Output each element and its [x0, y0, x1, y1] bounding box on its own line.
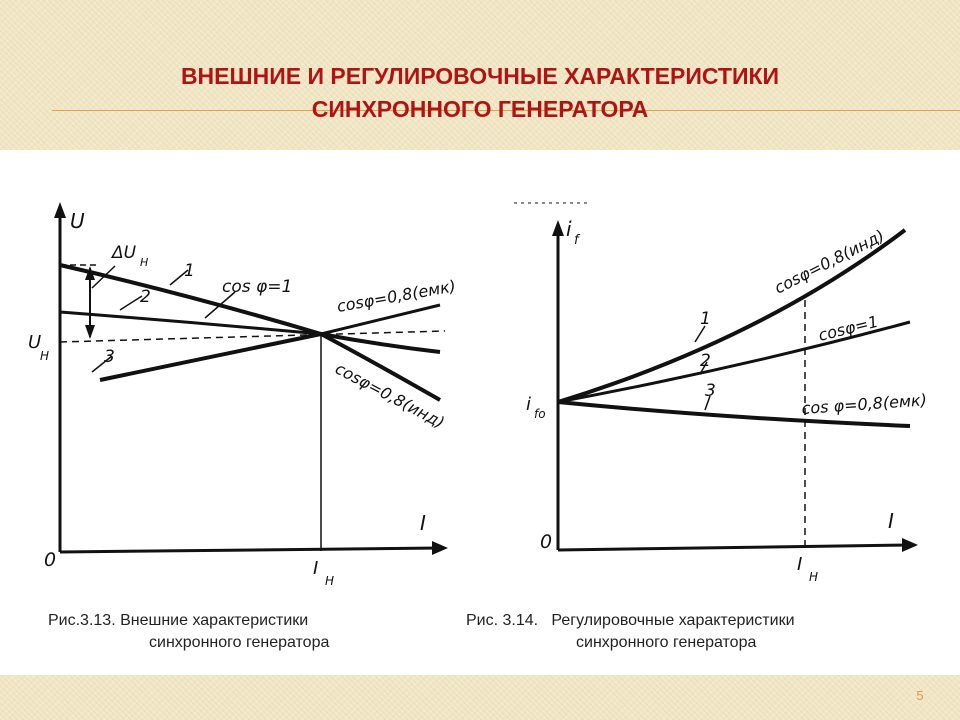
fig1-ih-sub: H	[325, 574, 335, 588]
figure-external-characteristics	[0, 150, 480, 610]
fig2-cos1-label: cosφ=1	[816, 311, 881, 345]
fig2-curve-number-3: 3	[705, 381, 716, 401]
fig2-y-axis-label: i	[566, 217, 572, 241]
fig1-cos1-label: cos φ=1	[222, 277, 293, 297]
figure-regulating-characteristics	[480, 150, 960, 610]
fig2-cap-label: cos φ=0,8(емк)	[800, 390, 928, 418]
fig1-x-arrow	[432, 541, 448, 555]
fig2-x-axis-label: I	[888, 509, 894, 533]
fig1-delta-label: ΔU	[112, 243, 137, 263]
figure-1-caption-line-2: синхронного генератора	[149, 634, 330, 651]
fig2-curve-number-1: 1	[700, 309, 711, 329]
fig2-if0-label: i	[526, 394, 532, 415]
fig1-leader-2	[120, 296, 142, 310]
fig1-cap-label: cosφ=0,8(емк)	[335, 276, 458, 316]
fig1-y-arrow	[54, 202, 66, 218]
fig2-y-arrow	[552, 220, 564, 236]
fig1-ind-label: cosφ=0,8(инд)	[332, 358, 448, 433]
fig2-x-axis	[558, 545, 910, 550]
fig2-y-axis-sub: f	[574, 233, 579, 248]
fig1-delta-sub: H	[140, 256, 149, 269]
page-number: 5	[916, 688, 924, 703]
figure-1-caption	[48, 610, 428, 654]
fig2-ind-label: cosφ=0,8(инд)	[771, 225, 888, 298]
fig2-origin-label: 0	[540, 531, 553, 553]
fig1-x-axis-label: I	[420, 511, 426, 535]
figure-2-caption	[466, 610, 926, 654]
fig1-ih-label: I	[313, 558, 319, 579]
fig1-origin-label: 0	[44, 549, 57, 571]
figure-1-caption-line-1: Рис.3.13. Внешние характеристики	[48, 612, 309, 629]
slide-title-line-2: СИНХРОННОГО ГЕНЕРАТОРА	[311, 96, 649, 122]
fig2-if0-sub: fo	[534, 407, 546, 421]
fig2-x-arrow	[902, 538, 918, 552]
fig1-dash-uh	[60, 331, 445, 342]
fig1-uh-sub: H	[40, 349, 50, 363]
fig1-x-axis	[60, 548, 440, 552]
fig1-curve-number-1: 1	[184, 261, 195, 281]
figure-2-caption-line-1: Рис. 3.14. Регулировочные характеристики	[466, 612, 795, 629]
fig1-uh-label: U	[28, 332, 42, 353]
fig2-ih-sub: H	[809, 570, 819, 584]
figure-2-caption-line-2: синхронного генератора	[576, 634, 757, 651]
fig2-curve-number-2: 2	[700, 351, 711, 371]
fig1-curve-2	[60, 305, 440, 334]
fig1-y-axis-label: U	[70, 209, 85, 233]
footer-band	[0, 675, 960, 720]
slide-title	[90, 60, 870, 126]
fig1-curve-number-3: 3	[104, 347, 115, 367]
fig1-curve-number-2: 2	[140, 287, 151, 307]
fig1-delta-arrow-bottom	[85, 325, 95, 339]
fig2-ih-label: I	[797, 554, 803, 575]
slide-title-line-1: ВНЕШНИЕ И РЕГУЛИРОВОЧНЫЕ ХАРАКТЕРИСТИКИ	[180, 63, 780, 89]
